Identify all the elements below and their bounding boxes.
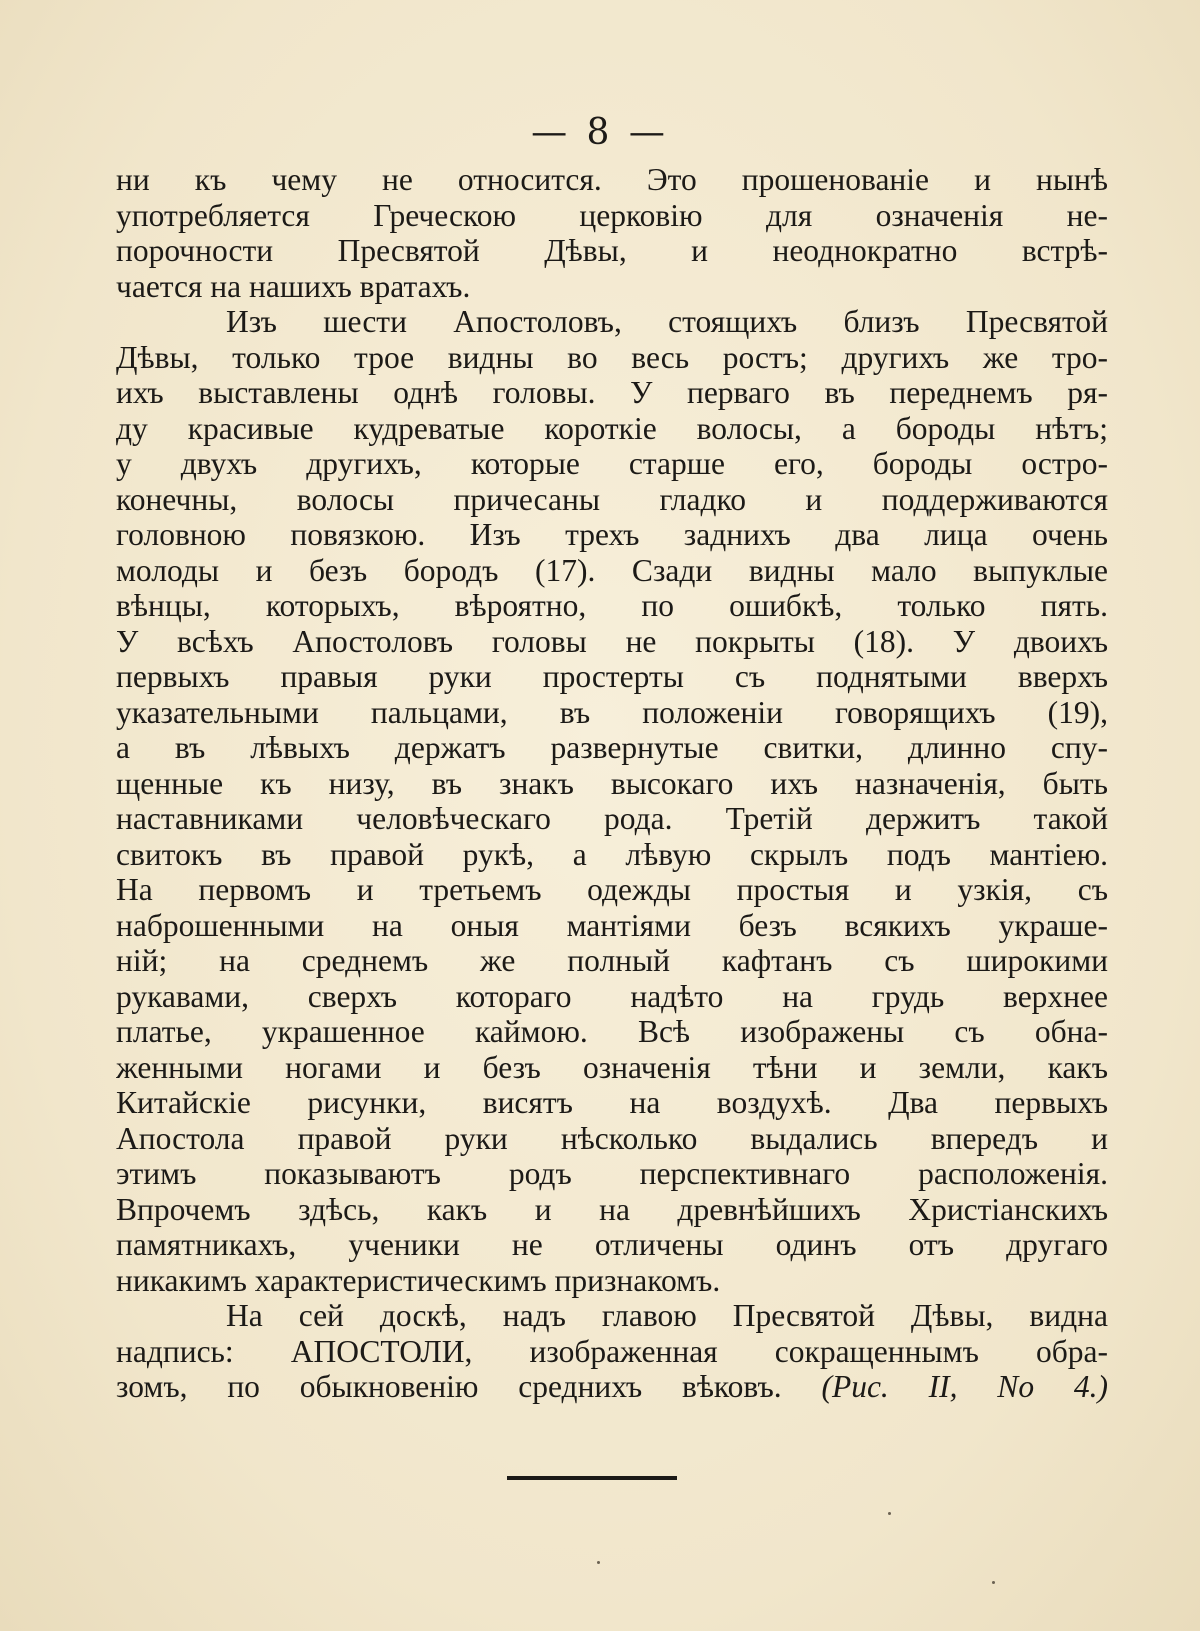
text-line: ду красивые кудреватые короткіе волосы, а бороды нѣтъ;	[116, 410, 1108, 446]
text-line: памятникахъ, ученики не отличены одинъ отъ другаго	[116, 1227, 1108, 1262]
text-line: первыхъ правыя руки простерты съ поднятыми вверхъ	[116, 659, 1108, 694]
text-line: чается на нашихъ вратахъ.	[116, 268, 471, 304]
figure-reference: (Рис. II, No 4.)	[821, 1369, 1108, 1404]
text-line: порочности Пресвятой Дѣвы, и неоднократно встрѣ-	[116, 233, 1108, 268]
text-line: этимъ показываютъ родъ перспективнаго расположенія.	[116, 1156, 1108, 1191]
paragraph-start-line: Изъ шести Апостоловъ, стоящихъ близъ Пресвятой	[226, 304, 1108, 339]
text-line: у двухъ другихъ, которые старше его, бороды остро-	[116, 446, 1108, 481]
end-rule	[507, 1476, 677, 1480]
text-line: женными ногами и безъ означенія тѣни и земли, какъ	[116, 1049, 1108, 1085]
text-line: головною повязкою. Изъ трехъ заднихъ два лица очень	[116, 517, 1108, 552]
text-line: свитокъ въ правой рукѣ, а лѣвую скрылъ подъ мантіею.	[116, 836, 1108, 872]
text-line: щенные къ низу, въ знакъ высокаго ихъ назначенія, быть	[116, 765, 1108, 801]
text-line: ній; на среднемъ же полный кафтанъ съ широкими	[116, 943, 1108, 978]
text-line: Китайскіе рисунки, висятъ на воздухѣ. Два первыхъ	[116, 1085, 1108, 1120]
text-line: Впрочемъ здѣсь, какъ и на древнѣйшихъ Христіанскихъ	[116, 1191, 1108, 1227]
text-line: Апостола правой руки нѣсколько выдались впередъ и	[116, 1120, 1108, 1156]
text-line: наброшенными на оныя мантіями безъ всякихъ украше-	[116, 907, 1108, 943]
final-line-text: зомъ, по обыкновенію среднихъ вѣковъ.	[116, 1369, 782, 1404]
text-line: наставниками человѣческаго рода. Третій держитъ такой	[116, 801, 1108, 836]
text-line: Дѣвы, только трое видны во весь ростъ; другихъ же тро-	[116, 339, 1108, 375]
text-line: платье, украшенное каймою. Всѣ изображены съ обна-	[116, 1014, 1108, 1049]
text-line: ихъ выставлены однѣ головы. У перваго въ переднемъ ря-	[116, 375, 1108, 410]
text-line: а въ лѣвыхъ держатъ развернутые свитки, длинно спу-	[116, 730, 1108, 765]
text-line: конечны, волосы причесаны гладко и поддерживаются	[116, 481, 1108, 517]
page-number: — 8 —	[531, 112, 669, 153]
text-line: вѣнцы, которыхъ, вѣроятно, по ошибкѣ, только пять.	[116, 588, 1108, 623]
text-line: надпись: АПОСТОЛИ, изображенная сокращеннымъ обра-	[116, 1333, 1108, 1369]
paper-speck	[888, 1512, 891, 1515]
text-line: никакимъ характеристическимъ признакомъ.	[116, 1262, 721, 1298]
text-line: указательными пальцами, въ положеніи говорящихъ (19),	[116, 694, 1108, 730]
text-line: ни къ чему не относится. Это прошенованіе и нынѣ	[116, 162, 1108, 197]
paper-speck	[597, 1561, 600, 1564]
text-line: употребляется Греческою церковію для означенія не-	[116, 197, 1108, 233]
text-line: На первомъ и третьемъ одежды простыя и узкія, съ	[116, 872, 1108, 907]
text-line: У всѣхъ Апостоловъ головы не покрыты (18). У двоихъ	[116, 623, 1108, 659]
paper-speck	[992, 1581, 995, 1584]
paragraph-start-line: На сей доскѣ, надъ главою Пресвятой Дѣвы, видна	[226, 1298, 1108, 1333]
final-text-line	[116, 1369, 1108, 1405]
text-line: молоды и безъ бородъ (17). Сзади видны мало выпуклые	[116, 552, 1108, 588]
text-line: рукавами, сверхъ котораго надѣто на грудь верхнее	[116, 978, 1108, 1014]
body-text	[116, 162, 1108, 1405]
